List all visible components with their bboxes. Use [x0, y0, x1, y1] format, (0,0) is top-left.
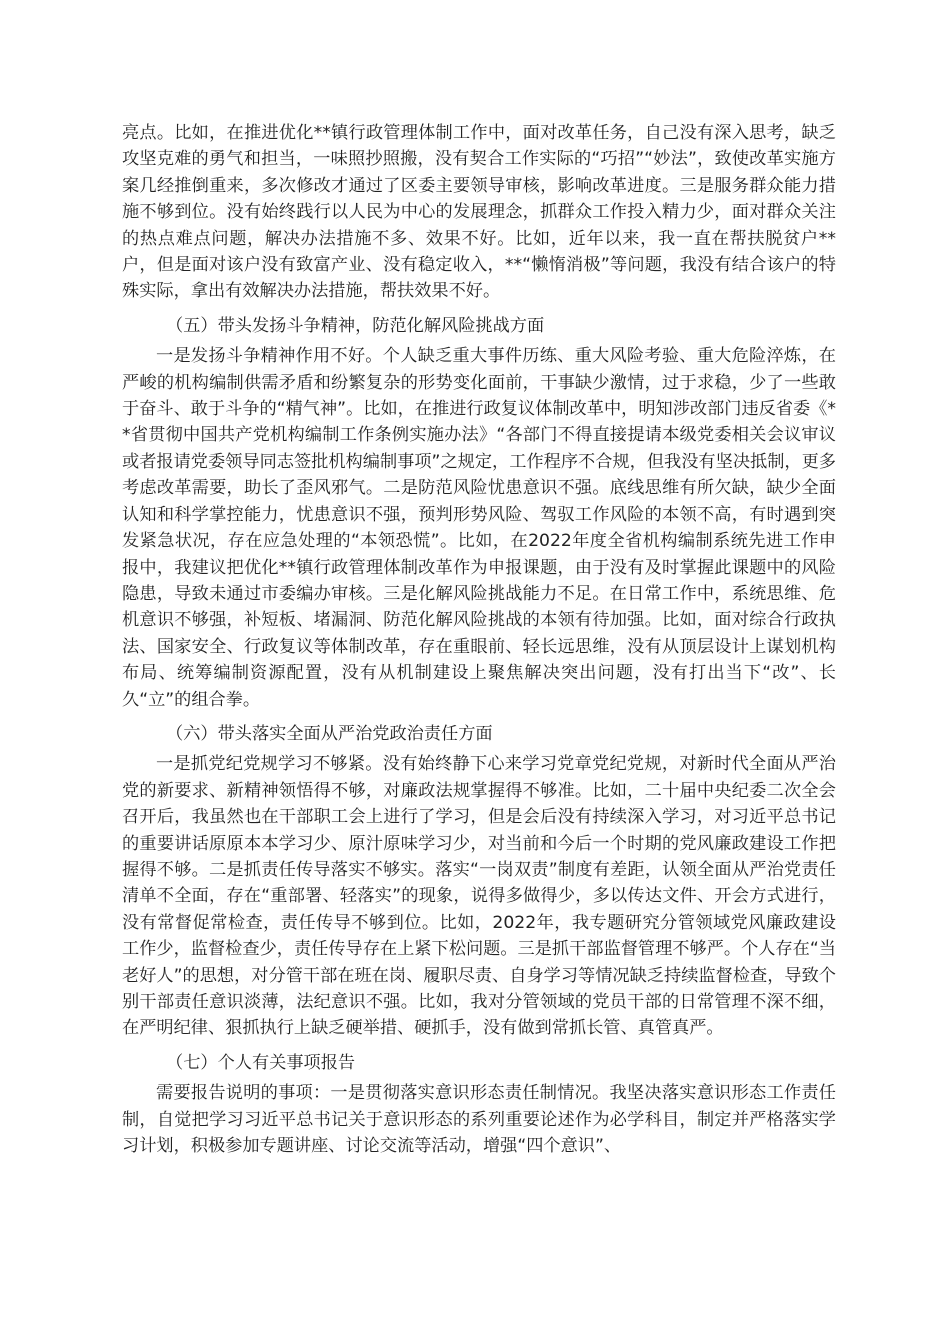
section-heading-7: （七）个人有关事项报告	[166, 1052, 356, 1073]
paragraph-intro-continuation: 亮点。比如，在推进优化**镇行政管理体制工作中，面对改革任务，自己没有深入思考，缺乏攻坚克难的勇气和担当，一味照抄照搬，没有契合工作实际的“巧招”“妙法”，致使改革实施方案几经推倒重来，多次修改才通过了区委主要领导审核，影响改革进度。三是服务群众能力措施不够到位。没有始终践行以人民为中心的发展理念，抓群众工作投入精力少，面对群众关注的热点难点问题，解决办法措施不多、效果不好。比如，近年以来，我一直在帮扶脱贫户**户，但是面对该户没有致富产业、没有稳定收入，**“懒惰消极”等问题，我没有结合该户的特殊实际，拿出有效解决办法措施，帮扶效果不好。	[122, 123, 836, 302]
document-body	[122, 120, 836, 1159]
paragraph-section-5: 一是发扬斗争精神作用不好。个人缺乏重大事件历练、重大风险考验、重大危险淬炼，在严峻的机构编制供需矛盾和纷繁复杂的形势变化面前，干事缺少激情，过于求稳，少了一些敢于奋斗、敢于斗争的“精气神”。比如，在推进行政复议体制改革中，明知涉改部门违反省委《**省贯彻中国共产党机构编制工作条例实施办法》“各部门不得直接提请本级党委相关会议审议或者报请党委领导同志签批机构编制事项”之规定，工作程序不合规，但我没有坚决抵制，更多考虑改革需要，助长了歪风邪气。二是防范风险忧患意识不强。底线思维有所欠缺，缺少全面认知和科学掌控能力，忧患意识不强，预判形势风险、驾驭工作风险的本领不高，有时遇到突发紧急状况，存在应急处理的“本领恐慌”。比如，在2022年度全省机构编制系统先进工作申报中，我建议把优化**镇行政管理体制改革作为申报课题，由于没有及时掌握此课题中的风险隐患，导致未通过市委编办审核。三是化解风险挑战能力不足。在日常工作中，系统思维、危机意识不够强，补短板、堵漏洞、防范化解风险挑战的本领有待加强。比如，面对综合行政执法、国家安全、行政复议等体制改革，存在重眼前、轻长远思维，没有从顶层设计上谋划机构布局、统筹编制资源配置，没有从机制建设上聚焦解决突出问题，没有打出当下“改”、长久“立”的组合拳。	[122, 346, 836, 710]
paragraph-section-7: 需要报告说明的事项：一是贯彻落实意识形态责任制情况。我坚决落实意识形态工作责任制，自觉把学习习近平总书记关于意识形态的系列重要论述作为必学科目，制定并严格落实学习计划，积极参加专题讲座、讨论交流等活动，增强“四个意识”、	[122, 1083, 836, 1157]
section-heading-6: （六）带头落实全面从严治党政治责任方面	[166, 723, 493, 744]
paragraph-section-6: 一是抓党纪党规学习不够紧。没有始终静下心来学习党章党纪党规，对新时代全面从严治党的新要求、新精神领悟得不够，对廉政法规掌握得不够准。比如，二十届中央纪委二次全会召开后，我虽然也在干部职工会上进行了学习，但是会后没有持续深入学习，对习近平总书记的重要讲话原原本本学习少、原汁原味学习少，对当前和今后一个时期的党风廉政建设工作把握得不够。二是抓责任传导落实不够实。落实“一岗双责”制度有差距，认领全面从严治党责任清单不全面，存在“重部署、轻落实”的现象，说得多做得少，多以传达文件、开会方式进行，没有常督促常检查，责任传导不够到位。比如，2022年，我专题研究分管领域党风廉政建设工作少，监督检查少，责任传导存在上紧下松问题。三是抓干部监督管理不够严。个人存在“当老好人”的思想，对分管干部在班在岗、履职尽责、自身学习等情况缺乏持续监督检查，导致个别干部责任意识淡薄，法纪意识不强。比如，我对分管领域的党员干部的日常管理不深不细，在严明纪律、狠抓执行上缺乏硬举措、硬抓手，没有做到常抓长管、真管真严。	[122, 754, 836, 1039]
section-heading-5: （五）带头发扬斗争精神，防范化解风险挑战方面	[166, 315, 545, 336]
